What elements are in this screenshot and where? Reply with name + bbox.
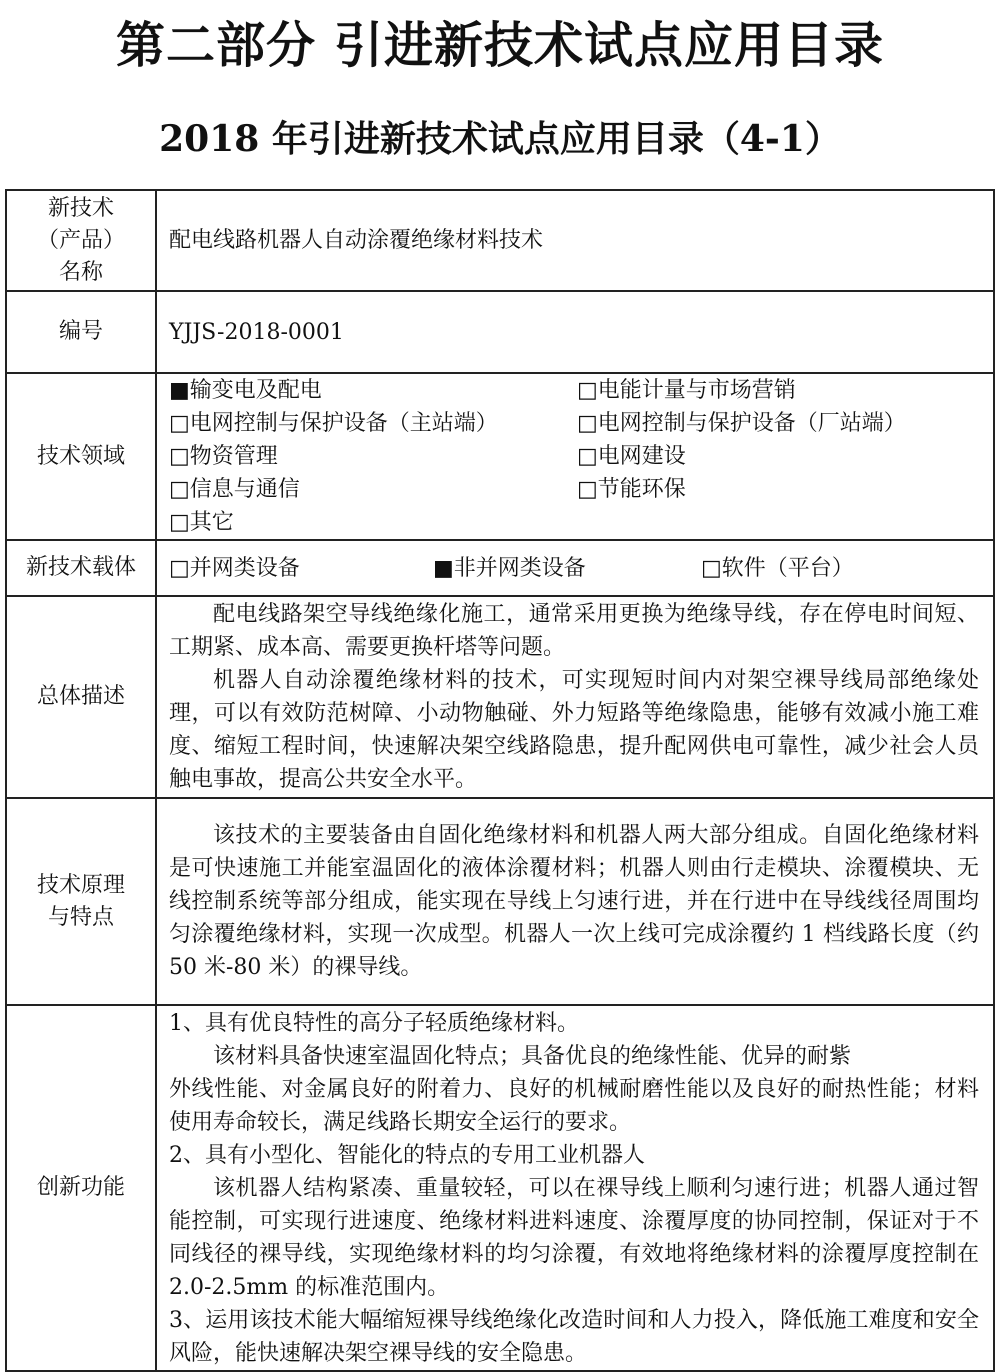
- field-option: □其它: [169, 510, 234, 535]
- row-technology-name: [6, 190, 994, 291]
- checkbox-empty-icon: □: [169, 477, 190, 502]
- checkbox-empty-icon: □: [169, 411, 190, 436]
- technology-table: [5, 189, 995, 1372]
- row-code: [6, 291, 994, 373]
- page-title: 第二部分 引进新技术试点应用目录: [115, 17, 885, 74]
- field-option: □电网控制与保护设备（主站端）: [169, 411, 498, 436]
- label-technology-field: 技术领域: [6, 373, 156, 540]
- label-line: （产品）: [36, 227, 125, 253]
- field-option: □电网控制与保护设备（厂站端）: [577, 411, 906, 436]
- row-principle: [6, 798, 994, 1005]
- field-option: □节能环保: [577, 477, 686, 502]
- carrier-option: □并网类设备: [169, 555, 300, 581]
- carrier-option: ■非并网类设备: [433, 555, 586, 581]
- catalog-subtitle: 2018 年引进新技术试点应用目录（4-1）: [159, 118, 841, 160]
- innovation-item-2-desc: 该机器人结构紧凑、重量较轻，可以在裸导线上顺利匀速行进；机器人通过智能控制，可实现行进速度、绝缘材料进料速度、涂覆厚度的协同控制，保证对于不同线径的裸导线，实现绝缘材料的均匀涂覆，有效地将绝缘材料的涂覆厚度控制在 2.0-2.5mm 的标准范围内。: [169, 1175, 979, 1300]
- innovation-item-1-desc-cont: 外线性能、对金属良好的附着力、良好的机械耐磨性能以及良好的耐热性能；材料使用寿命较长，满足线路长期安全运行的要求。: [169, 1076, 979, 1135]
- value-carrier: [156, 540, 994, 596]
- checkbox-empty-icon: □: [701, 555, 722, 581]
- value-technology-field: [156, 373, 994, 540]
- label-principle: [6, 798, 156, 1005]
- checkbox-empty-icon: □: [577, 444, 598, 469]
- checkbox-empty-icon: □: [577, 477, 598, 502]
- overview-paragraph: 配电线路架空导线绝缘化施工，通常采用更换为绝缘导线，存在停电时间短、工期紧、成本高、需要更换杆塔等问题。: [169, 602, 979, 660]
- row-technology-field: [6, 373, 994, 540]
- label-overview: 总体描述: [6, 596, 156, 798]
- innovation-item-3: 3、运用该技术能大幅缩短裸导线绝缘化改造时间和人力投入，降低施工难度和安全风险，能快速解决架空裸导线的安全隐患。: [169, 1307, 979, 1366]
- value-principle: [156, 798, 994, 1005]
- checkbox-empty-icon: □: [577, 378, 598, 403]
- carrier-option: □软件（平台）: [701, 555, 854, 581]
- field-option-grid: [169, 374, 979, 539]
- checkbox-empty-icon: □: [169, 555, 190, 581]
- label-line: 新技术: [47, 195, 114, 221]
- row-carrier: [6, 540, 994, 596]
- checkbox-empty-icon: □: [169, 510, 190, 535]
- principle-paragraph: 该技术的主要装备由自固化绝缘材料和机器人两大部分组成。自固化绝缘材料是可快速施工并能室温固化的液体涂覆材料；机器人则由行走模块、涂覆模块、无线控制系统等部分组成，能实现在导线上匀速行进，并在行进中在导线线径周围均匀涂覆绝缘材料，实现一次成型。机器人一次上线可完成涂覆约 1 档线路长度（约 50 米-80 米）的裸导线。: [169, 823, 979, 980]
- row-overview: [6, 596, 994, 798]
- value-technology-name: 配电线路机器人自动涂覆绝缘材料技术: [156, 190, 994, 291]
- field-option: □电网建设: [577, 444, 686, 469]
- value-code: YJJS-2018-0001: [156, 291, 994, 373]
- label-carrier: 新技术载体: [6, 540, 156, 596]
- field-option: ■输变电及配电: [169, 378, 322, 403]
- label-line: 与特点: [47, 904, 114, 930]
- checkbox-empty-icon: □: [169, 444, 190, 469]
- value-innovation: [156, 1005, 994, 1371]
- label-code: 编号: [6, 291, 156, 373]
- label-line: 名称: [58, 259, 103, 285]
- field-option: □物资管理: [169, 444, 278, 469]
- label-innovation: 创新功能: [6, 1005, 156, 1371]
- checkbox-checked-icon: ■: [433, 555, 454, 581]
- innovation-item-2: 2、具有小型化、智能化的特点的专用工业机器人: [169, 1142, 645, 1168]
- label-technology-name: [6, 190, 156, 291]
- checkbox-checked-icon: ■: [169, 378, 190, 403]
- row-innovation: [6, 1005, 994, 1371]
- field-option: □信息与通信: [169, 477, 300, 502]
- checkbox-empty-icon: □: [577, 411, 598, 436]
- value-overview: [156, 596, 994, 798]
- carrier-option-row: [169, 552, 979, 585]
- field-option: □电能计量与市场营销: [577, 378, 796, 403]
- overview-paragraph: 机器人自动涂覆绝缘材料的技术，可实现短时间内对架空裸导线局部绝缘处理，可以有效防范树障、小动物触碰、外力短路等绝缘隐患，能够有效减小施工难度、缩短工程时间，快速解决架空线路隐患，提升配网供电可靠性，减少社会人员触电事故，提高公共安全水平。: [169, 668, 979, 792]
- innovation-item-1-desc: 该材料具备快速室温固化特点；具备优良的绝缘性能、优异的耐紫: [213, 1043, 852, 1069]
- label-line: 技术原理: [36, 872, 125, 898]
- innovation-item-1: 1、具有优良特性的高分子轻质绝缘材料。: [169, 1010, 579, 1036]
